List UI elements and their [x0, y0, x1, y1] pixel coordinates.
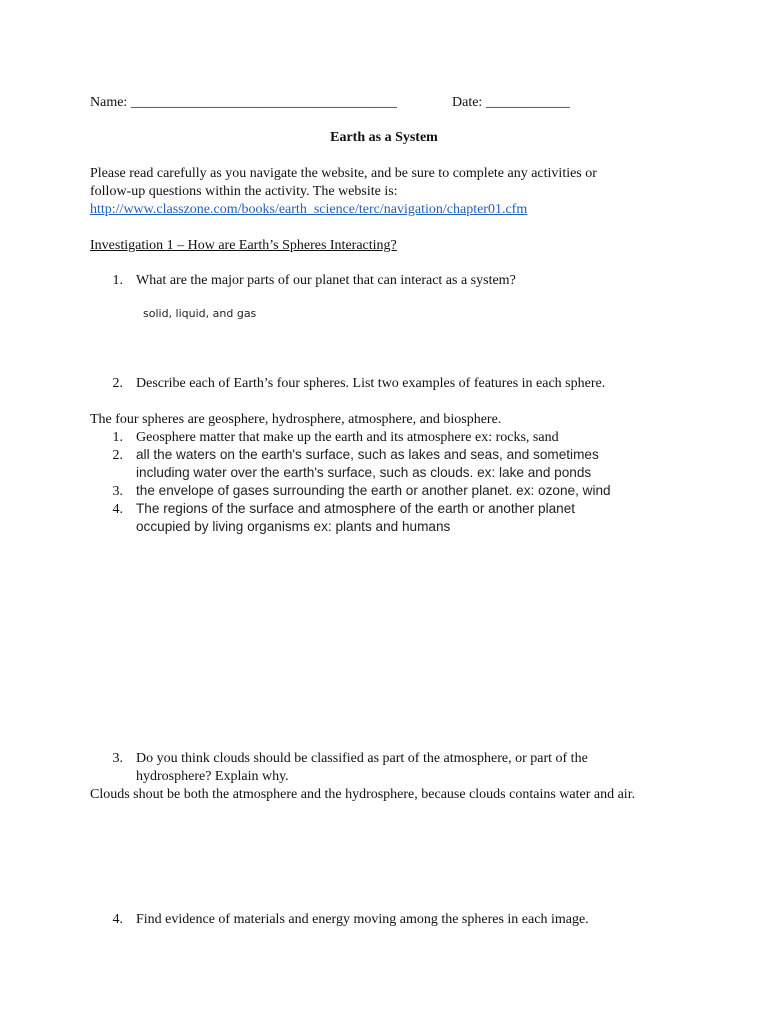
answer-list-number: 2. — [112, 448, 123, 463]
question-3-text: Do you think clouds should be classified as part of the atmosphere, or part of the — [136, 751, 588, 766]
answer-list-item: the envelope of gases surrounding the earth or another planet. ex: ozone, wind — [136, 483, 611, 498]
name-field-label: Name: ______________________________________ — [90, 95, 397, 110]
intro-line-1: Please read carefully as you navigate the website, and be sure to complete any activities or — [90, 166, 597, 181]
question-3-number: 3. — [112, 751, 123, 766]
answer-list-item: all the waters on the earth's surface, such as lakes and seas, and sometimes — [136, 447, 599, 462]
question-1-text: What are the major parts of our planet that can interact as a system? — [136, 273, 516, 288]
page-title: Earth as a System — [330, 130, 438, 145]
answer-list-item: Geosphere matter that make up the earth and its atmosphere ex: rocks, sand — [136, 430, 559, 445]
question-4-number: 4. — [112, 912, 123, 927]
question-2-text: Describe each of Earth’s four spheres. List two examples of features in each sphere. — [136, 376, 606, 391]
answer-list-number: 1. — [112, 430, 123, 445]
answer-list-item-continued: occupied by living organisms ex: plants and humans — [136, 519, 451, 534]
question-4-text: Find evidence of materials and energy moving among the spheres in each image. — [136, 912, 589, 927]
answer-list-number: 4. — [112, 502, 123, 517]
question-3-answer: Clouds shout be both the atmosphere and the hydrosphere, because clouds contains water and air. — [90, 787, 636, 802]
question-3-text-continued: hydrosphere? Explain why. — [136, 769, 289, 784]
question-1-number: 1. — [112, 273, 123, 288]
website-link[interactable]: http://www.classzone.com/books/earth_science/terc/navigation/chapter01.cfm — [90, 202, 528, 217]
question-2-number: 2. — [112, 376, 123, 391]
question-1-answer: solid, liquid, and gas — [143, 307, 257, 320]
question-2-answer-intro: The four spheres are geosphere, hydrosphere, atmosphere, and biosphere. — [90, 412, 502, 427]
date-field-label: Date: ____________ — [452, 95, 570, 110]
investigation-heading: Investigation 1 – How are Earth’s Spheres Interacting? — [90, 238, 397, 253]
answer-list-item-continued: including water over the earth's surface, such as clouds. ex: lake and ponds — [136, 465, 592, 480]
intro-line-2: follow-up questions within the activity. The website is: — [90, 184, 398, 199]
answer-list-item: The regions of the surface and atmosphere of the earth or another planet — [136, 501, 576, 516]
answer-list-number: 3. — [112, 484, 123, 499]
